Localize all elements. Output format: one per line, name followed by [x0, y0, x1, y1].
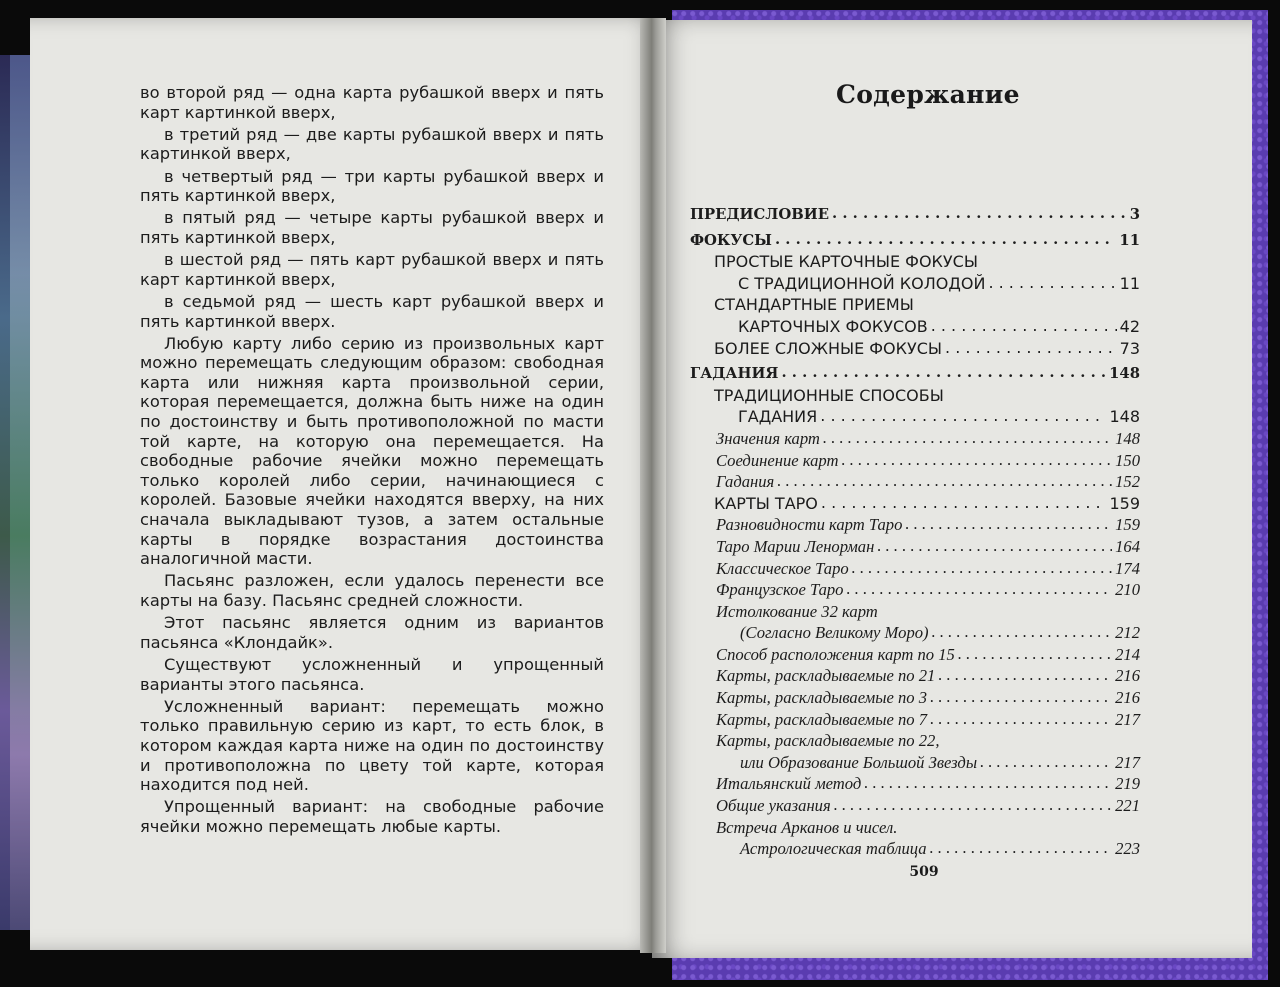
toc-entry-page: 152 — [1115, 472, 1140, 492]
toc-entry — [690, 230, 1140, 252]
paragraph: Пасьянс разложен, если удалось перенести все карты на базу. Пасьянс средней сложности. — [140, 571, 604, 610]
toc-dot-leader — [782, 362, 1107, 384]
toc-entry-page: 148 — [1115, 428, 1140, 448]
toc-dot-leader — [877, 535, 1112, 557]
toc-entry — [690, 579, 1140, 601]
toc-dot-leader — [980, 751, 1112, 773]
toc-entry-title: Астрологическая таблица — [740, 839, 927, 859]
left-page-body-text — [140, 83, 604, 839]
toc-entry-title: КАРТЫ ТАРО — [714, 493, 818, 513]
toc-entry-title: КАРТОЧНЫХ ФОКУСОВ — [738, 316, 928, 336]
toc-entry — [690, 251, 1140, 273]
toc-entry-title: Встреча Арканов и чисел. — [716, 817, 898, 837]
toc-entry — [690, 471, 1140, 493]
toc-entry-title: С ТРАДИЦИОННОЙ КОЛОДОЙ — [738, 273, 986, 293]
toc-entry-title: Карты, раскладываемые по 22, — [716, 731, 940, 751]
contents-title: Содержание — [836, 80, 1020, 109]
toc-entry-title: Карты, раскладываемые по 7 — [716, 709, 928, 729]
toc-entry-page: 214 — [1115, 644, 1140, 664]
toc-entry-page: 164 — [1115, 536, 1140, 556]
paragraph: во второй ряд — одна карта рубашкой вверх и пять карт картинкой вверх, — [140, 83, 604, 122]
toc-entry — [690, 204, 1140, 226]
toc-dot-leader — [846, 578, 1112, 600]
toc-entry — [690, 665, 1140, 687]
toc-entry-title: Карты, раскладываемые по 21 — [716, 666, 936, 686]
toc-entry — [690, 338, 1140, 360]
toc-dot-leader — [958, 643, 1112, 665]
toc-entry-title: Соединение карт — [716, 450, 839, 470]
toc-entry — [690, 644, 1140, 666]
paragraph: в седьмой ряд — шесть карт рубашкой вверх и пять картинкой вверх. — [140, 291, 604, 331]
toc-dot-leader — [930, 686, 1112, 708]
toc-entry-title: ФОКУСЫ — [690, 231, 772, 249]
toc-dot-leader — [823, 427, 1112, 449]
toc-entry — [690, 493, 1140, 515]
paragraph: Существуют усложненный и упрощенный варианты этого пасьянса. — [140, 654, 604, 694]
toc-dot-leader — [820, 405, 1106, 427]
paragraph: Этот пасьянс является одним из вариантов пасьянса «Клондайк». — [140, 613, 604, 652]
paragraph: Упрощенный вариант: на свободные рабочие ячейки можно перемещать любые карты. — [140, 797, 604, 836]
paragraph: в третий ряд — две карты рубашкой вверх и пять картинкой вверх, — [140, 124, 604, 164]
toc-entry-title: ГАДАНИЯ — [690, 365, 779, 383]
toc-dot-leader — [932, 621, 1113, 643]
toc-dot-leader — [930, 708, 1112, 730]
toc-entry — [690, 558, 1140, 580]
paragraph: в четвертый ряд — три карты рубашкой вверх и пять картинкой вверх, — [140, 166, 604, 206]
toc-entry-title: ГАДАНИЯ — [738, 407, 818, 427]
toc-dot-leader — [931, 315, 1117, 337]
toc-entry-page: 11 — [1119, 273, 1140, 293]
toc-entry-page: 216 — [1115, 688, 1140, 708]
toc-entry — [690, 795, 1140, 817]
toc-entry-page: 212 — [1115, 623, 1140, 643]
paragraph: Любую карту либо серию из произвольных карт можно перемещать следующим образом: свободная карта или нижняя карта произвольной серии, которая перемещается, должна быть ниже на один по достоинству и быть противоположной по масти той карте, на которую она перемещается. На свободные рабочие ячейки можно перемещать только королей либо серии, начинающиеся с королей. Базовые ячейки находятся вверху, на них сначала выкладывают тузов, а затем остальные карты в порядке возрастания достоинства аналогичной масти. — [140, 333, 604, 569]
toc-entry — [690, 273, 1140, 295]
toc-entry — [690, 428, 1140, 450]
toc-entry — [690, 316, 1140, 338]
toc-entry-title: СТАНДАРТНЫЕ ПРИЕМЫ — [714, 295, 914, 315]
toc-dot-leader — [905, 513, 1112, 535]
toc-entry-page: 42 — [1119, 316, 1140, 336]
toc-entry-title: Классическое Таро — [716, 558, 849, 578]
toc-entry — [690, 294, 1140, 316]
toc-entry-title: Общие указания — [716, 796, 831, 816]
paragraph: в шестой ряд — пять карт рубашкой вверх и пять карт картинкой вверх, — [140, 250, 604, 289]
toc-entry-page: 217 — [1115, 752, 1140, 772]
toc-dot-leader — [988, 272, 1116, 294]
toc-entry — [690, 536, 1140, 558]
toc-dot-leader — [777, 470, 1112, 492]
toc-entry-title: Способ расположения карт по 15 — [716, 644, 955, 664]
toc-entry — [690, 406, 1140, 428]
toc-entry — [690, 817, 1140, 839]
toc-entry — [690, 730, 1140, 752]
toc-entry-title: ПРЕДИСЛОВИЕ — [690, 206, 830, 223]
toc-dot-leader — [852, 557, 1112, 579]
toc-dot-leader — [864, 772, 1112, 794]
toc-entry-title: БОЛЕЕ СЛОЖНЫЕ ФОКУСЫ — [714, 338, 943, 358]
toc-entry-title: Истолкование 32 карт — [716, 601, 878, 621]
toc-entry-page: 174 — [1115, 558, 1140, 578]
toc-entry-title: Карты, раскладываемые по 3 — [716, 688, 928, 708]
toc-entry-page: 219 — [1115, 774, 1140, 794]
toc-entry-page: 73 — [1119, 338, 1140, 358]
toc-entry — [690, 385, 1140, 407]
toc-dot-leader — [841, 449, 1112, 471]
toc-entry-title: Гадания — [716, 472, 775, 492]
toc-entry — [690, 709, 1140, 731]
toc-entry — [690, 601, 1140, 623]
toc-entry-title: ТРАДИЦИОННЫЕ СПОСОБЫ — [714, 385, 944, 405]
toc-dot-leader — [832, 203, 1127, 225]
toc-entry-page: 216 — [1115, 666, 1140, 686]
toc-entry-title: Французское Таро — [716, 580, 844, 600]
toc-entry — [690, 514, 1140, 536]
toc-dot-leader — [834, 794, 1112, 816]
toc-dot-leader — [930, 837, 1113, 859]
toc-entry-title: или Образование Большой Звезды — [740, 752, 978, 772]
page-number: 509 — [909, 864, 939, 880]
toc-entry-title: Итальянский метод — [716, 774, 862, 794]
toc-entry — [690, 773, 1140, 795]
paragraph: в пятый ряд — четыре карты рубашкой вверх и пять картинкой вверх, — [140, 208, 604, 247]
toc-entry — [690, 363, 1140, 385]
toc-entry-title: Значения карт — [716, 428, 820, 448]
toc-entry-title: Таро Марии Ленорман — [716, 536, 875, 556]
toc-entry — [690, 752, 1140, 774]
toc-entry-page: 223 — [1115, 839, 1140, 859]
toc-entry-title: ПРОСТЫЕ КАРТОЧНЫЕ ФОКУСЫ — [714, 252, 978, 272]
toc-entry-page: 3 — [1129, 206, 1140, 223]
book-gutter — [640, 18, 666, 953]
toc-entry-title: (Согласно Великому Моро) — [740, 623, 929, 643]
toc-dot-leader — [775, 229, 1116, 251]
toc-dot-leader — [945, 337, 1117, 359]
toc-entry-page: 217 — [1115, 709, 1140, 729]
toc-entry-page: 148 — [1109, 365, 1140, 383]
toc-entry — [690, 622, 1140, 644]
toc-entry-page: 210 — [1115, 580, 1140, 600]
toc-entry — [690, 450, 1140, 472]
toc-entry — [690, 838, 1140, 860]
toc-entry-page: 11 — [1119, 231, 1140, 249]
toc-entry-title: Разновидности карт Таро — [716, 515, 903, 535]
toc-dot-leader — [938, 664, 1112, 686]
toc-entry — [690, 687, 1140, 709]
toc-dot-leader — [821, 492, 1107, 514]
paragraph: Усложненный вариант: перемещать можно только правильную серию из карт, то есть блок, в котором каждая карта ниже на один по достоинству и противоположна по цвету той карте, которая находится под ней. — [140, 696, 604, 795]
toc-entry-page: 159 — [1115, 515, 1140, 535]
toc-entry-page: 221 — [1115, 796, 1140, 816]
table-of-contents — [690, 200, 1140, 860]
toc-entry-page: 148 — [1109, 407, 1140, 427]
toc-entry-page: 150 — [1115, 450, 1140, 470]
toc-entry-page: 159 — [1109, 493, 1140, 513]
